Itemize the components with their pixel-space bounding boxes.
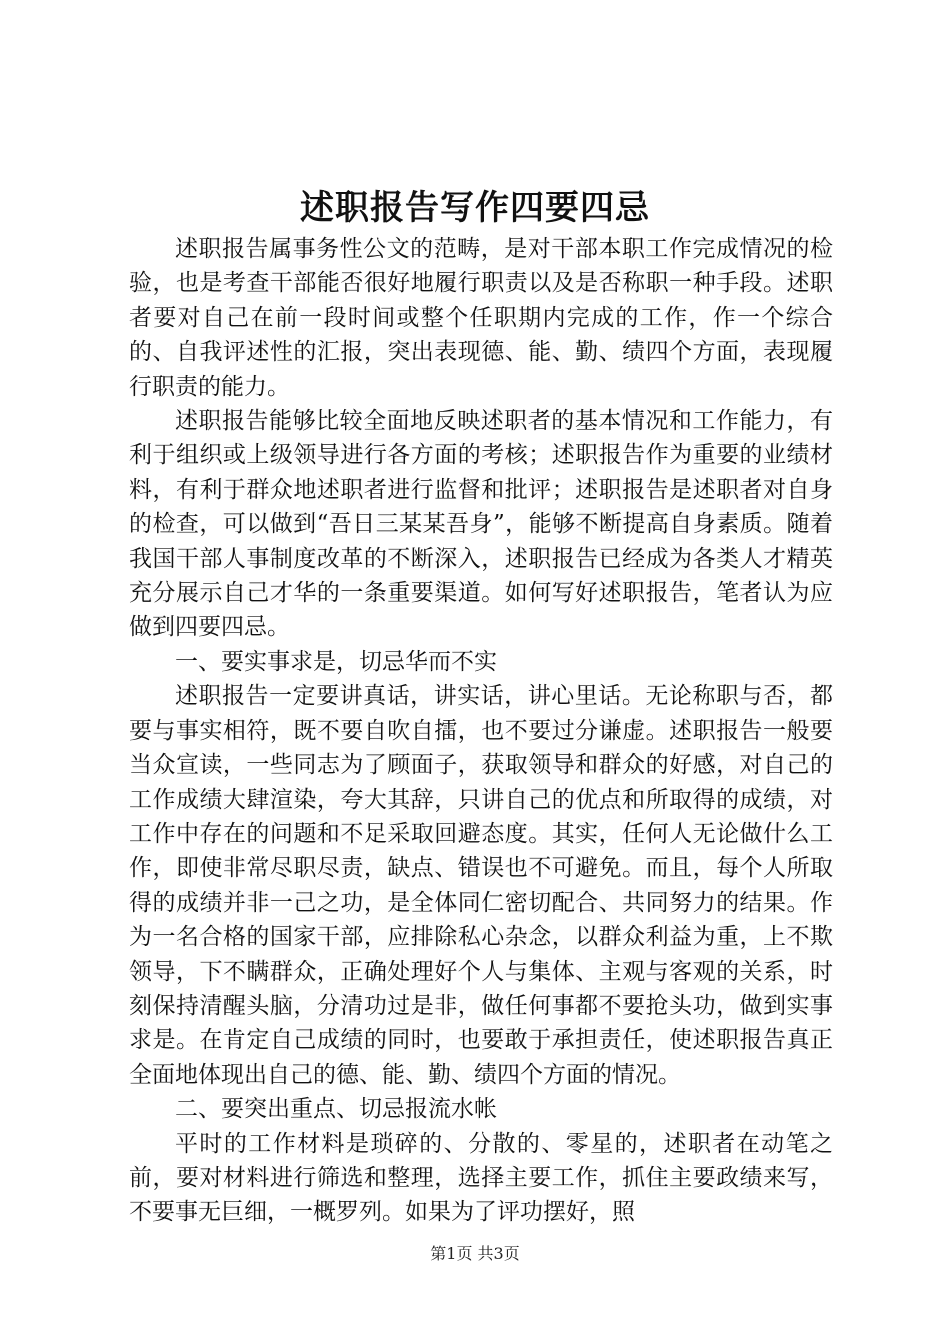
paragraph-intro: 述职报告属事务性公文的范畴，是对干部本职工作完成情况的检验，也是考查干部能否很好地履行职责以及是否称职一种手段。述职者要对自己在前一段时间或整个任职期内完成的工作，作一个综合的、自我评述性的汇报，突出表现德、能、勤、绩四个方面，表现履行职责的能力。 (129, 236, 833, 400)
document-body (129, 232, 833, 1230)
paragraph-section-2: 平时的工作材料是琐碎的、分散的、零星的，述职者在动笔之前，要对材料进行筛选和整理，选择主要工作，抓住主要政绩来写，不要事无巨细，一概罗列。如果为了评功摆好，照 (129, 1130, 833, 1226)
document-title: 述职报告写作四要四忌 (300, 188, 650, 228)
paragraph-section-1: 述职报告一定要讲真话，讲实话，讲心里话。无论称职与否，都要与事实相符，既不要自吹自擂，也不要过分谦虚。述职报告一般要当众宣读，一些同志为了顾面子，获取领导和群众的好感，对自己的工作成绩大肆渲染，夸大其辞，只讲自己的优点和所取得的成绩，对工作中存在的问题和不足采取回避态度。其实，任何人无论做什么工作，即使非常尽职尽责，缺点、错误也不可避免。而且，每个人所取得的成绩并非一己之功，是全体同仁密切配合、共同努力的结果。作为一名合格的国家干部，应排除私心杂念，以群众利益为重，上不欺领导，下不瞒群众，正确处理好个人与集体、主观与客观的关系，时刻保持清醒头脑，分清功过是非，做任何事都不要抢头功，做到实事求是。在肯定自己成绩的同时，也要敢于承担责任，使述职报告真正全面地体现出自己的德、能、勤、绩四个方面的情况。 (129, 683, 833, 1088)
section-heading-1: 一、要实事求是，切忌华而不实 (175, 648, 497, 675)
page-footer: 第1页 共3页 (430, 1244, 520, 1263)
section-heading-2: 二、要突出重点、切忌报流水帐 (175, 1096, 497, 1123)
paragraph-significance: 述职报告能够比较全面地反映述职者的基本情况和工作能力，有利于组织或上级领导进行各方面的考核；述职报告作为重要的业绩材料，有利于群众地述职者进行监督和批评；述职报告是述职者对自身的检查，可以做到“吾日三某某吾身”，能够不断提高自身素质。随着我国干部人事制度改革的不断深入，述职报告已经成为各类人才精英充分展示自己才华的一条重要渠道。如何写好述职报告，笔者认为应做到四要四忌。 (129, 408, 833, 641)
